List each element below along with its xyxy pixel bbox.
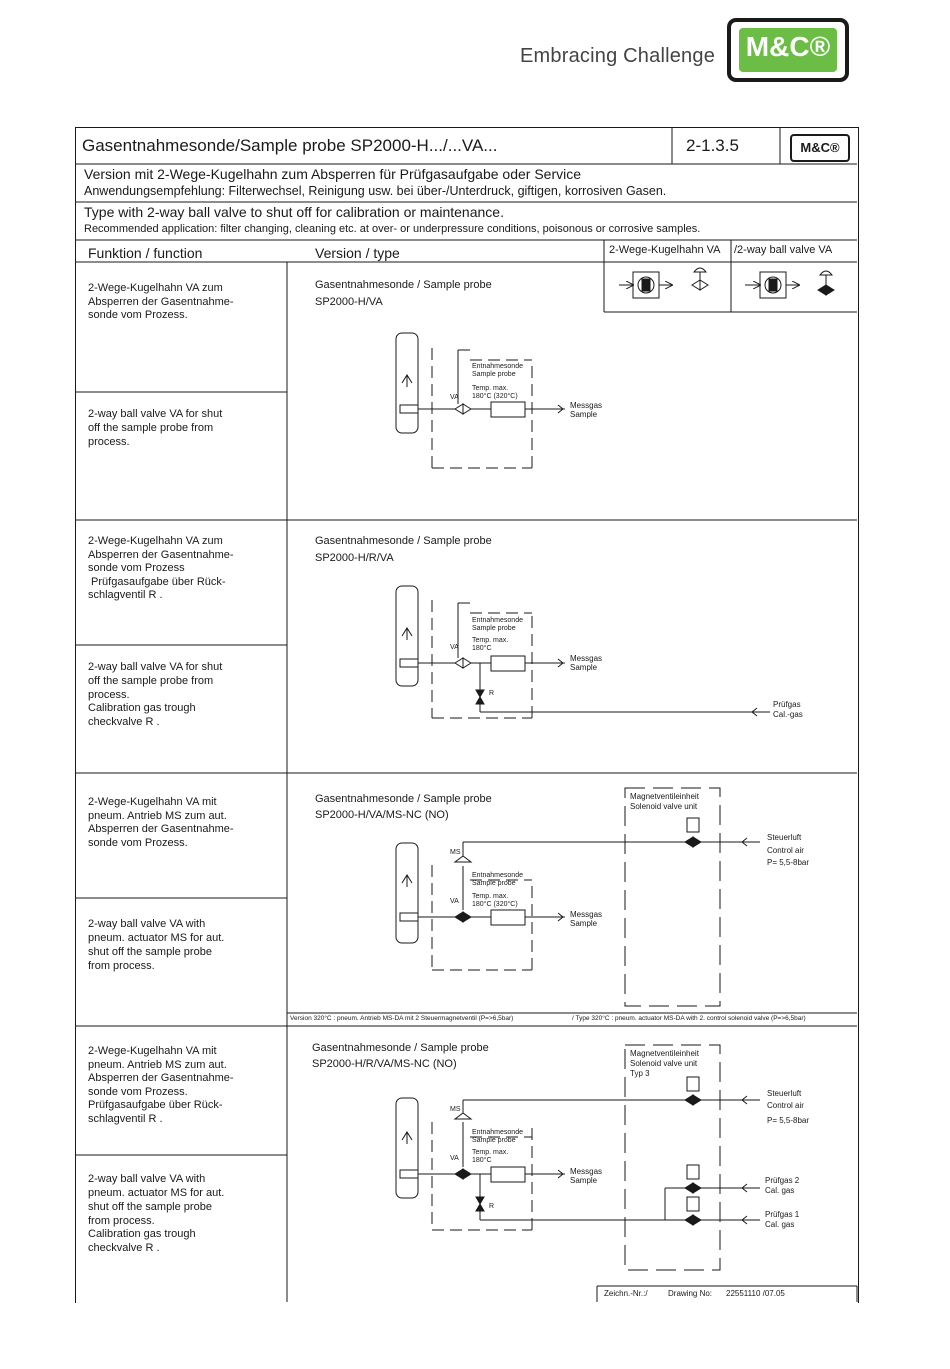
footer-drawing-no: 22551110 /07.05 xyxy=(726,1289,785,1298)
row4-cal2-2: Cal. gas xyxy=(765,1186,795,1195)
row4-ctrl-1: Steuerluft xyxy=(767,1089,802,1098)
version-de: Version mit 2-Wege-Kugelhahn zum Absperren für Prüfgasaufgabe oder Service xyxy=(84,166,582,182)
row2-de-2: Absperren der Gasentnahme- xyxy=(88,549,234,561)
row2-en-1: 2-way ball valve VA for shut xyxy=(88,661,223,673)
row2-cal-1: Prüfgas xyxy=(773,700,801,709)
row4-sv-3: Typ 3 xyxy=(630,1069,650,1078)
row2-en-2: off the sample probe from xyxy=(88,675,214,687)
row3-de-1: 2-Wege-Kugelhahn VA mit xyxy=(88,796,217,808)
row4-de-2: pneum. Antrieb MS zum aut. xyxy=(88,1059,227,1071)
row3-de-4: sonde vom Prozess. xyxy=(88,837,188,849)
row3-temp-1: Temp. max. xyxy=(472,893,509,900)
row2-type-code: SP2000-H/R/VA xyxy=(315,552,394,564)
footer-drawing-label: Drawing No: xyxy=(668,1289,713,1298)
row3-en-3: shut off the sample probe xyxy=(88,946,212,958)
sheet-number: 2-1.3.5 xyxy=(686,136,739,155)
row3-temp-2: 180°C (320°C) xyxy=(472,901,518,908)
row3-en-1: 2-way ball valve VA with xyxy=(88,918,206,930)
footer-zeichn: Zeichn.-Nr.:/ xyxy=(604,1289,648,1298)
row4-de-5: Prüfgasaufgabe über Rück- xyxy=(88,1099,223,1111)
row2-de-5: schlagventil R . xyxy=(88,589,163,601)
row1-de-1: 2-Wege-Kugelhahn VA zum xyxy=(88,282,223,294)
row4-en-2: pneum. actuator MS for aut. xyxy=(88,1187,225,1199)
row3-ctrl-3: P= 5,5-8bar xyxy=(767,858,810,867)
row4-en-4: from process. xyxy=(88,1215,155,1227)
row2-r: R xyxy=(489,690,495,697)
row4-sv-1: Magnetventileinheit xyxy=(630,1049,699,1058)
row4-temp-1: Temp. max. xyxy=(472,1149,509,1156)
row4-out-2: Sample xyxy=(570,1176,598,1185)
version-en: Type with 2-way ball valve to shut off for calibration or maintenance. xyxy=(84,204,504,220)
row4-va: VA xyxy=(450,1155,459,1162)
row4-cal2-1: Prüfgas 2 xyxy=(765,1176,800,1185)
row1-temp-1: Temp. max. xyxy=(472,385,509,392)
logo-text: M&C® xyxy=(739,28,837,72)
row2-de-1: 2-Wege-Kugelhahn VA zum xyxy=(88,535,223,547)
row4-ms: MS xyxy=(450,1106,461,1113)
row2-type-title: Gasentnahmesonde / Sample probe xyxy=(315,535,492,547)
row2-probe-2: Sample probe xyxy=(472,625,516,632)
row3-sv-2: Solenoid valve unit xyxy=(630,802,698,811)
row1-type-title: Gasentnahmesonde / Sample probe xyxy=(315,279,492,291)
schematic-3 xyxy=(396,788,760,1006)
row3-note-de: Version 320°C : pneum. Antrieb MS-DA mit 2 Steuermagnetventil (P=>6,5bar) xyxy=(290,1015,514,1022)
row4-r: R xyxy=(489,1203,495,1210)
column-function: Funktion / function xyxy=(88,245,203,261)
row4-probe-1: Entnahmesonde xyxy=(472,1129,523,1136)
row2-de-3: sonde vom Prozess xyxy=(88,562,185,574)
row3-ctrl-2: Control air xyxy=(767,846,804,855)
row2-en-4: Calibration gas trough xyxy=(88,702,196,714)
column-version: Version / type xyxy=(315,245,400,261)
row4-cal1-1: Prüfgas 1 xyxy=(765,1210,800,1219)
row3-type-code: SP2000-H/VA/MS-NC (NO) xyxy=(315,809,449,821)
row4-ctrl-3: P= 5,5-8bar xyxy=(767,1116,810,1125)
row4-en-6: checkvalve R . xyxy=(88,1242,160,1254)
row1-out-1: Messgas xyxy=(570,401,603,410)
row3-en-2: pneum. actuator MS for aut. xyxy=(88,932,225,944)
row3-en-4: from process. xyxy=(88,960,155,972)
row2-probe-1: Entnahmesonde xyxy=(472,617,523,624)
row4-out-1: Messgas xyxy=(570,1167,603,1176)
row4-sv-2: Solenoid valve unit xyxy=(630,1059,698,1068)
row1-probe-2: Sample probe xyxy=(472,371,516,378)
row3-type-title: Gasentnahmesonde / Sample probe xyxy=(315,793,492,805)
small-logo: M&C® xyxy=(790,134,850,162)
row2-out-2: Sample xyxy=(570,663,598,672)
symbol-label-de: 2-Wege-Kugelhahn VA xyxy=(609,244,721,256)
row1-out-2: Sample xyxy=(570,410,598,419)
tagline: Embracing Challenge xyxy=(520,45,716,67)
row3-de-2: pneum. Antrieb MS zum aut. xyxy=(88,810,227,822)
row3-out-1: Messgas xyxy=(570,910,603,919)
row2-va: VA xyxy=(450,644,459,651)
row4-de-1: 2-Wege-Kugelhahn VA mit xyxy=(88,1045,217,1057)
row1-de-3: sonde vom Prozess. xyxy=(88,309,188,321)
row4-probe-2: Sample probe xyxy=(472,1137,516,1144)
row2-temp-2: 180°C xyxy=(472,645,492,652)
row1-temp-2: 180°C (320°C) xyxy=(472,393,518,400)
row3-probe-1: Entnahmesonde xyxy=(472,872,523,879)
row4-en-1: 2-way ball valve VA with xyxy=(88,1173,206,1185)
row2-cal-2: Cal.-gas xyxy=(773,710,803,719)
row3-ms: MS xyxy=(450,849,461,856)
row4-temp-2: 180°C xyxy=(472,1157,492,1164)
row4-de-6: schlagventil R . xyxy=(88,1113,163,1125)
row1-de-2: Absperren der Gasentnahme- xyxy=(88,296,234,308)
application-en: Recommended application: filter changing, cleaning etc. at over- or underpressure conditions, poisonous or corrosive samples. xyxy=(84,223,701,235)
row3-ctrl-1: Steuerluft xyxy=(767,833,802,842)
row2-en-5: checkvalve R . xyxy=(88,716,160,728)
row2-out-1: Messgas xyxy=(570,654,603,663)
row2-en-3: process. xyxy=(88,689,130,701)
row1-en-1: 2-way ball valve VA for shut xyxy=(88,408,223,420)
row4-cal1-2: Cal. gas xyxy=(765,1220,795,1229)
application-de: Anwendungsempfehlung: Filterwechsel, Reinigung usw. bei über-/Unterdruck, giftigen, korrosiven Gasen. xyxy=(84,184,667,198)
row1-probe-1: Entnahmesonde xyxy=(472,363,523,370)
row4-de-3: Absperren der Gasentnahme- xyxy=(88,1072,234,1084)
row2-temp-1: Temp. max. xyxy=(472,637,509,644)
row2-de-4: Prüfgasaufgabe über Rück- xyxy=(88,576,226,588)
row3-out-2: Sample xyxy=(570,919,598,928)
row1-en-2: off the sample probe from xyxy=(88,422,214,434)
row4-type-title: Gasentnahmesonde / Sample probe xyxy=(312,1042,489,1054)
row3-probe-2: Sample probe xyxy=(472,880,516,887)
row4-en-3: shut off the sample probe xyxy=(88,1201,212,1213)
symbol-label-en: /2-way ball valve VA xyxy=(734,244,833,256)
row3-sv-1: Magnetventileinheit xyxy=(630,792,699,801)
schematic-2 xyxy=(396,586,770,718)
ball-valve-symbols xyxy=(619,268,834,298)
row3-de-3: Absperren der Gasentnahme- xyxy=(88,823,234,835)
row3-note-en: / Type 320°C : pneum. actuator MS-DA with 2. control solenoid valve (P=>6,5bar) xyxy=(572,1015,806,1022)
row1-va: VA xyxy=(450,394,459,401)
sheet-title: Gasentnahmesonde/Sample probe SP2000-H.../...VA... xyxy=(82,136,498,155)
row4-de-4: sonde vom Prozess. xyxy=(88,1086,188,1098)
row4-type-code: SP2000-H/R/VA/MS-NC (NO) xyxy=(312,1058,457,1070)
row1-type-code: SP2000-H/VA xyxy=(315,296,383,308)
row1-en-3: process. xyxy=(88,436,130,448)
row3-va: VA xyxy=(450,898,459,905)
row4-ctrl-2: Control air xyxy=(767,1101,804,1110)
row4-en-5: Calibration gas trough xyxy=(88,1228,196,1240)
